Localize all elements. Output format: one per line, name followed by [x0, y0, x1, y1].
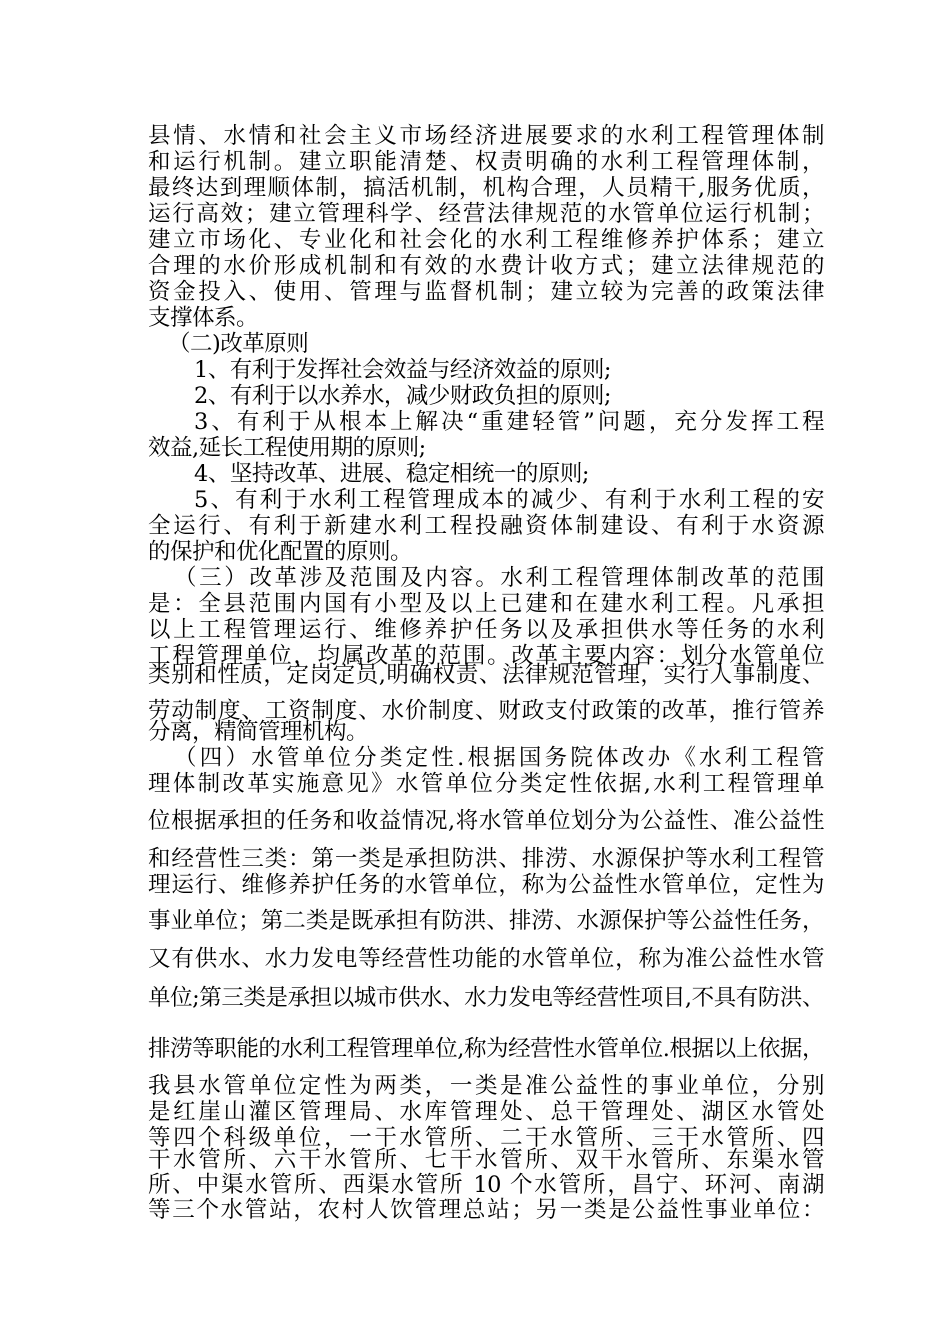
text-line: 理体制改革实施意见》水管单位分类定性依据,水利工程管理单	[148, 771, 824, 797]
text-line: 效益,延长工程使用期的原则;	[148, 435, 426, 461]
text-line: 运行高效；建立管理科学、经营法律规范的水管单位运行机制；	[148, 201, 824, 227]
text-line: 县情、水情和社会主义市场经济进展要求的水利工程管理体制	[148, 123, 824, 149]
text-line: 和运行机制。建立职能清楚、权责明确的水利工程管理体制，	[148, 149, 824, 175]
text-line: 最终达到理顺体制，搞活机制，机构合理，人员精干,服务优质，	[148, 175, 824, 201]
text-line: 理运行、维修养护任务的水管单位，称为公益性水管单位，定性为	[148, 872, 824, 898]
text-line: 事业单位；第二类是既承担有防洪、排涝、水源保护等公益性任务，	[148, 908, 824, 934]
text-line: 以上工程管理运行、维修养护任务以及承担供水等任务的水利	[148, 617, 824, 643]
text-line: 1、有利于发挥社会效益与经济效益的原则;	[194, 357, 611, 383]
text-line: 劳动制度、工资制度、水价制度、财政支付政策的改革，推行管养	[148, 698, 824, 724]
text-line: 3、有利于从根本上解决“重建轻管”问题，充分发挥工程	[194, 409, 824, 435]
text-line: 位根据承担的任务和收益情况,将水管单位划分为公益性、准公益性	[148, 808, 824, 834]
text-line: 等三个水管站，农村人饮管理总站；另一类是公益性事业单位：	[148, 1197, 824, 1223]
text-line: 排涝等职能的水利工程管理单位,称为经营性水管单位.根据以上依据，	[148, 1036, 824, 1062]
text-line: 是红崖山灌区管理局、水库管理处、总干管理处、湖区水管处	[148, 1099, 824, 1125]
text-line: 工程管理单位，均属改革的范围。改革主要内容：划分水管单位	[148, 643, 824, 669]
text-line: 建立市场化、专业化和社会化的水利工程维修养护体系；建立	[148, 227, 824, 253]
text-line: 是：全县范围内国有小型及以上已建和在建水利工程。凡承担	[148, 591, 824, 617]
section-heading: （四）水管单位分类定性.根据国务院体改办《水利工程管	[174, 745, 824, 771]
text-line: 合理的水价形成机制和有效的水费计收方式；建立法律规范的	[148, 253, 824, 279]
text-line: 支撑体系。	[148, 305, 259, 331]
text-line: 全运行、有利于新建水利工程投融资体制建设、有利于水资源	[148, 513, 824, 539]
text-line: 资金投入、使用、管理与监督机制；建立较为完善的政策法律	[148, 279, 824, 305]
text-line: 又有供水、水力发电等经营性功能的水管单位，称为准公益性水管	[148, 946, 824, 972]
text-line: 2、有利于以水养水，减少财政负担的原则;	[194, 383, 611, 409]
text-line: 单位;第三类是承担以城市供水、水力发电等经营性项目,不具有防洪、	[148, 985, 824, 1011]
text-line: 等四个科级单位，一干水管所、二干水管所、三干水管所、四	[148, 1125, 824, 1151]
text-line: 和经营性三类：第一类是承担防洪、排涝、水源保护等水利工程管	[148, 846, 824, 872]
text-line: 4、坚持改革、进展、稳定相统一的原则;	[194, 461, 589, 487]
text-line: 的保护和优化配置的原则。	[148, 539, 413, 565]
text-line: 类别和性质，定岗定员,明确权责、法律规范管理，实行人事制度、	[148, 662, 824, 688]
section-heading: （三）改革涉及范围及内容。水利工程管理体制改革的范围	[174, 565, 824, 591]
text-line: 干水管所、六干水管所、七干水管所、双干水管所、东渠水管	[148, 1147, 824, 1173]
text-line: 我县水管单位定性为两类，一类是准公益性的事业单位，分别	[148, 1073, 824, 1099]
text-line: 分离，精简管理机构。	[148, 719, 369, 745]
text-line: 所、中渠水管所、西渠水管所 10 个水管所，昌宁、环河、南湖	[148, 1172, 824, 1198]
section-heading: （二)改革原则	[168, 331, 309, 357]
text-line: 5、有利于水利工程管理成本的减少、有利于水利工程的安	[194, 487, 824, 513]
